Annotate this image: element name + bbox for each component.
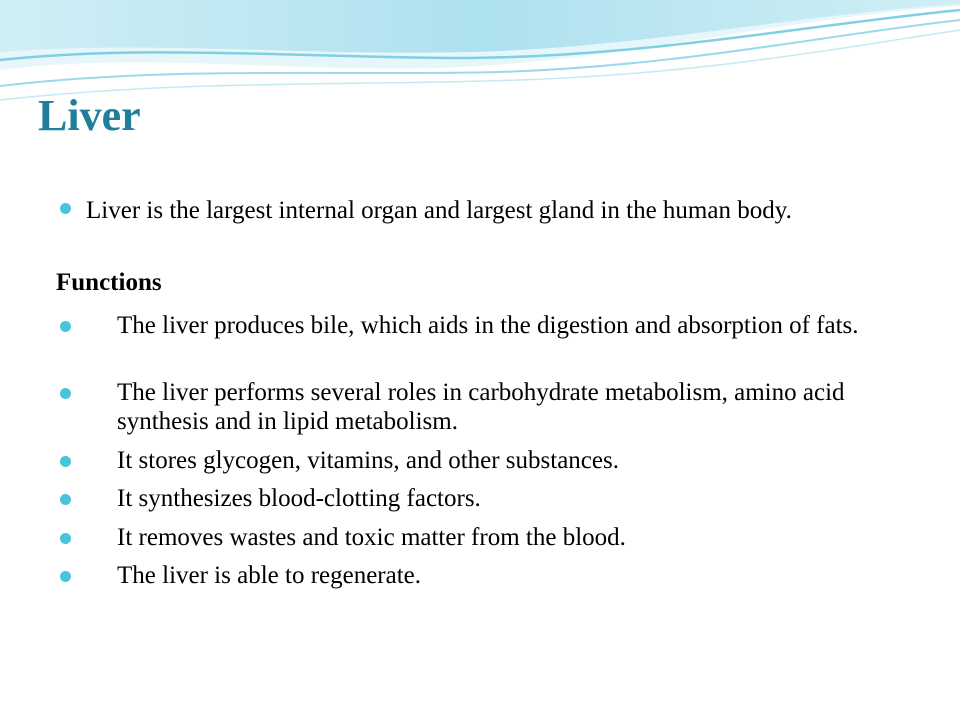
- function-text: It synthesizes blood-clotting factors.: [117, 485, 481, 512]
- functions-heading: Functions: [56, 269, 162, 296]
- bullet-icon: [60, 321, 71, 332]
- intro-text: Liver is the largest internal organ and largest gland in the human body.: [86, 197, 792, 224]
- function-text: It stores glycogen, vitamins, and other substances.: [117, 447, 619, 474]
- bullet-icon: [60, 494, 71, 505]
- slide-title: Liver: [38, 91, 141, 140]
- bullet-icon: [60, 456, 71, 467]
- bullet-icon: [60, 203, 71, 214]
- bullet-icon: [60, 388, 71, 399]
- bullet-icon: [60, 571, 71, 582]
- header-wave-decoration: [0, 0, 960, 110]
- function-text: The liver is able to regenerate.: [117, 562, 422, 589]
- function-text: The liver produces bile, which aids in the digestion and absorption of fats.: [117, 312, 859, 339]
- function-text: The liver performs several roles in carbohydrate metabolism, amino acid synthesis and in lipid metabolism.: [117, 379, 845, 435]
- bullet-icon: [60, 533, 71, 544]
- function-text: It removes wastes and toxic matter from the blood.: [117, 524, 626, 551]
